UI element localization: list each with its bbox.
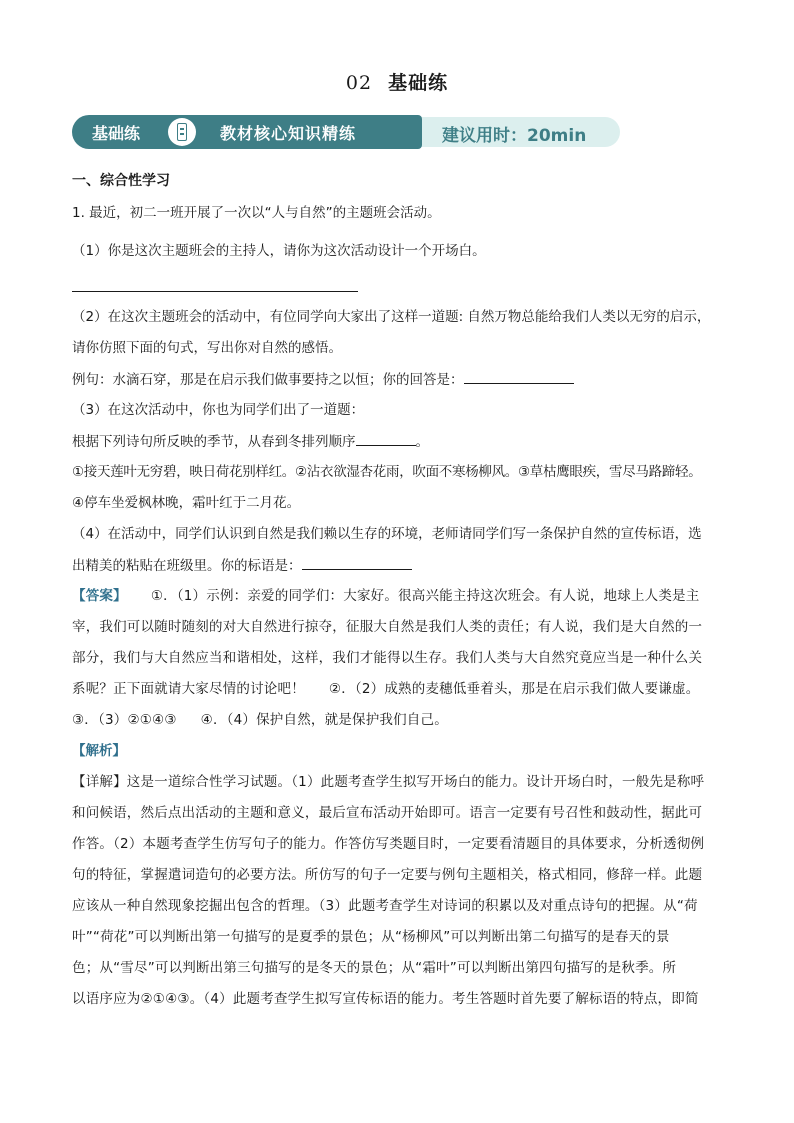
answer-line-1: 【答案】 ①．（1）示例：亲爱的同学们：大家好。很高兴能主持这次班会。有人说，地球上人类是主 xyxy=(72,588,700,604)
question-1-part-4-line-1: （4）在活动中，同学们认识到自然是我们赖以生存的环境，老师请同学们写一条保护自然的宣传标语，选 xyxy=(72,526,702,542)
poem-lines-1-3: ①接天莲叶无穷碧，映日荷花别样红。②沾衣欲湿杏花雨，吹面不寒杨柳风。③草枯鹰眼疾，雪尽马路蹄轻。 xyxy=(72,464,702,480)
analysis-line-3: 作答。（2）本题考查学生仿写句子的能力。作答仿写类题目时，一定要看清题目的具体要求，分析透彻例 xyxy=(72,836,705,852)
analysis-tag: 【解析】 xyxy=(72,743,126,759)
analysis-line-2: 和问候语，然后点出活动的主题和意义，最后宣布活动开始即可。语言一定要有号召性和鼓动性，据此可 xyxy=(72,805,703,821)
question-1-part-3-line-1: （3）在这次活动中，你也为同学们出了一道题： xyxy=(72,402,365,418)
order-prompt: 根据下列诗句所反映的季节，从春到冬排列顺序 xyxy=(72,434,356,450)
answer-line-5: ③．（3）②①④③ ④．（4）保护自然，就是保护我们自己。 xyxy=(72,712,448,728)
question-1-part-3-line-2 xyxy=(72,431,724,452)
ruler-icon xyxy=(168,118,196,146)
section-banner xyxy=(72,115,622,149)
banner-time: 建议用时：20min xyxy=(442,126,587,146)
example-text: 例句：水滴石穿，那是在启示我们做事要持之以恒；你的回答是： xyxy=(72,372,464,388)
title-text: 基础练 xyxy=(388,72,449,94)
analysis-line-7: 色；从“雪尽”可以判断出第三句描写的是冬天的景色；从“霜叶”可以判断出第四句描写的是秋季。所 xyxy=(72,960,677,976)
banner-label: 基础练 xyxy=(92,124,141,143)
poem-line-4: ④停车坐爱枫林晚，霜叶红于二月花。 xyxy=(72,495,301,511)
answer-blank xyxy=(464,369,574,384)
question-1-part-2-example xyxy=(72,369,724,390)
answer-line-2: 宰，我们可以随时随刻的对大自然进行掠夺，征服大自然是我们人类的责任；有人说，我们是大自然的一 xyxy=(72,619,703,635)
question-1: 1. 最近，初二一班开展了一次以“人与自然”的主题班会活动。 xyxy=(72,205,441,221)
answer-blank xyxy=(302,555,412,570)
answer-tag: 【答案】 xyxy=(72,588,127,604)
order-prompt-end: 。 xyxy=(415,434,429,450)
answer-line-3: 部分，我们与大自然应当和谐相处，这样，我们才能得以生存。我们人类与大自然究竟应当是一种什么关 xyxy=(72,650,703,666)
slogan-prompt: 出精美的粘贴在班级里。你的标语是： xyxy=(72,558,302,574)
answer-blank xyxy=(356,431,416,446)
page-title xyxy=(0,68,794,95)
title-number: 02 xyxy=(345,72,373,94)
analysis-line-1: 【详解】这是一道综合性学习试题。（1）此题考查学生拟写开场白的能力。设计开场白时，一般先是称呼 xyxy=(72,774,705,790)
question-1-part-1: （1）你是这次主题班会的主持人，请你为这次活动设计一个开场白。 xyxy=(72,243,486,259)
analysis-line-4: 句的特征，掌握遣词造句的必要方法。所仿写的句子一定要与例句主题相关，格式相同，修辞一样。此题 xyxy=(72,867,703,883)
section-heading: 一、综合性学习 xyxy=(72,173,170,189)
analysis-line-6: 叶”“荷花”可以判断出第一句描写的是夏季的景色；从“杨柳风”可以判断出第二句描写的是春天的景 xyxy=(72,929,670,945)
analysis-line-8: 以语序应为②①④③。（4）此题考查学生拟写宣传标语的能力。考生答题时首先要了解标语的特点，即简 xyxy=(72,991,699,1007)
answer-line-4: 系呢？正下面就请大家尽情的讨论吧！ ②．（2）成熟的麦穗低垂着头，那是在启示我们做人要谦虚。 xyxy=(72,681,700,697)
answer-blank-line xyxy=(72,291,358,292)
question-1-part-2-line-2: 请你仿照下面的句式，写出你对自然的感悟。 xyxy=(72,340,342,356)
analysis-line-5: 应该从一种自然现象挖掘出包含的哲理。（3）此题考查学生对诗词的积累以及对重点诗句的把握。从“荷 xyxy=(72,898,698,914)
banner-subtitle: 教材核心知识精练 xyxy=(220,124,357,143)
question-1-part-4-line-2 xyxy=(72,555,724,576)
question-1-part-2-line-1: （2）在这次主题班会的活动中，有位同学向大家出了这样一道题: 自然万物总能给我们人类以无穷的启示， xyxy=(72,309,711,325)
